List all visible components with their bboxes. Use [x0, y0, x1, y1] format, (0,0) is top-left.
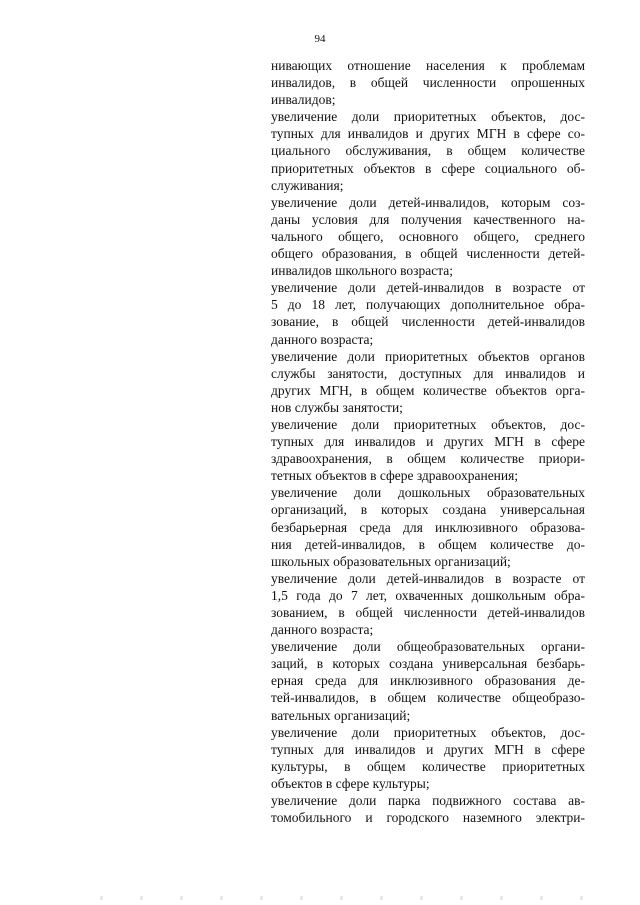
text-line: увеличение доли приоритетных объектов, дос- — [271, 416, 585, 432]
text-line: томобильного и городского наземного электри- — [271, 810, 585, 826]
text-line: других МГН, в общем количестве объектов орга- — [271, 382, 585, 398]
text-line: объектов в сфере культуры; — [271, 775, 430, 791]
text-line: увеличение доли парка подвижного состава ав- — [271, 793, 585, 809]
text-line: 5 до 18 лет, получающих дополнительное обра- — [271, 297, 585, 313]
text-line: увеличение доли детей-инвалидов в возрасте от — [271, 280, 585, 296]
scan-artifact — [100, 896, 600, 900]
text-line: чального общего, основного общего, среднего — [271, 228, 585, 244]
text-line: зованием, в общей численности детей-инвалидов — [271, 605, 585, 620]
text-line: служивания; — [271, 177, 344, 193]
text-line: тупных для инвалидов и других МГН в сфере — [271, 434, 585, 450]
text-line: организаций, в которых создана универсальная — [271, 502, 585, 518]
text-line: культуры, в общем количестве приоритетных — [271, 758, 585, 774]
text-line: ния детей-инвалидов, в общем количестве до- — [271, 536, 585, 552]
text-line: увеличение доли общеобразовательных органи- — [271, 639, 585, 655]
text-line: даны условия для получения качественного на- — [271, 211, 585, 227]
text-line: школьных образовательных организаций; — [271, 553, 511, 569]
text-line: вательных организаций; — [271, 707, 411, 723]
text-line: 1,5 года до 7 лет, охваченных дошкольным обра- — [271, 587, 585, 603]
text-line: службы занятости, доступных для инвалидов и — [271, 365, 585, 381]
text-line: увеличение доли приоритетных объектов, дос- — [271, 109, 585, 125]
text-line: нивающих отношение населения к проблемам — [271, 58, 585, 73]
text-line: увеличение доли приоритетных объектов органов — [271, 348, 585, 364]
text-line: данного возраста; — [271, 331, 374, 347]
text-line: инвалидов, в общей численности опрошенных — [271, 75, 585, 91]
text-line: увеличение доли дошкольных образовательных — [271, 485, 585, 501]
text-line: нов службы занятости; — [271, 399, 403, 415]
text-line: тупных для инвалидов и других МГН в сфере — [271, 741, 585, 757]
text-line: увеличение доли приоритетных объектов, дос- — [271, 724, 585, 740]
text-line: данного возраста; — [271, 622, 374, 638]
text-line: инвалидов; — [271, 92, 336, 108]
text-line: здравоохранения, в общем количестве приори- — [271, 451, 585, 467]
text-line: зование, в общей численности детей-инвалидов — [271, 314, 585, 330]
text-column — [271, 57, 585, 826]
text-line: безбарьерная среда для инклюзивного образова- — [271, 519, 585, 535]
text-line: увеличение доли детей-инвалидов, которым соз- — [271, 194, 585, 210]
text-line: тей-инвалидов, в общем количестве общеобразо- — [271, 690, 585, 706]
text-line: циального обслуживания, в общем количестве — [271, 143, 585, 159]
text-line: приоритетных объектов в сфере социального об- — [271, 160, 585, 176]
page-number: 94 — [314, 33, 326, 45]
text-line: увеличение доли детей-инвалидов в возрасте от — [271, 570, 585, 586]
text-line: общего образования, в общей численности детей- — [271, 246, 585, 262]
text-line: тетных объектов в сфере здравоохранения; — [271, 468, 519, 484]
text-line: ерная среда для инклюзивного образования де- — [271, 673, 585, 689]
text-line: инвалидов школьного возраста; — [271, 263, 454, 279]
text-line: тупных для инвалидов и других МГН в сфере со- — [271, 126, 585, 142]
text-line: заций, в которых создана универсальная безбарь- — [271, 656, 585, 672]
